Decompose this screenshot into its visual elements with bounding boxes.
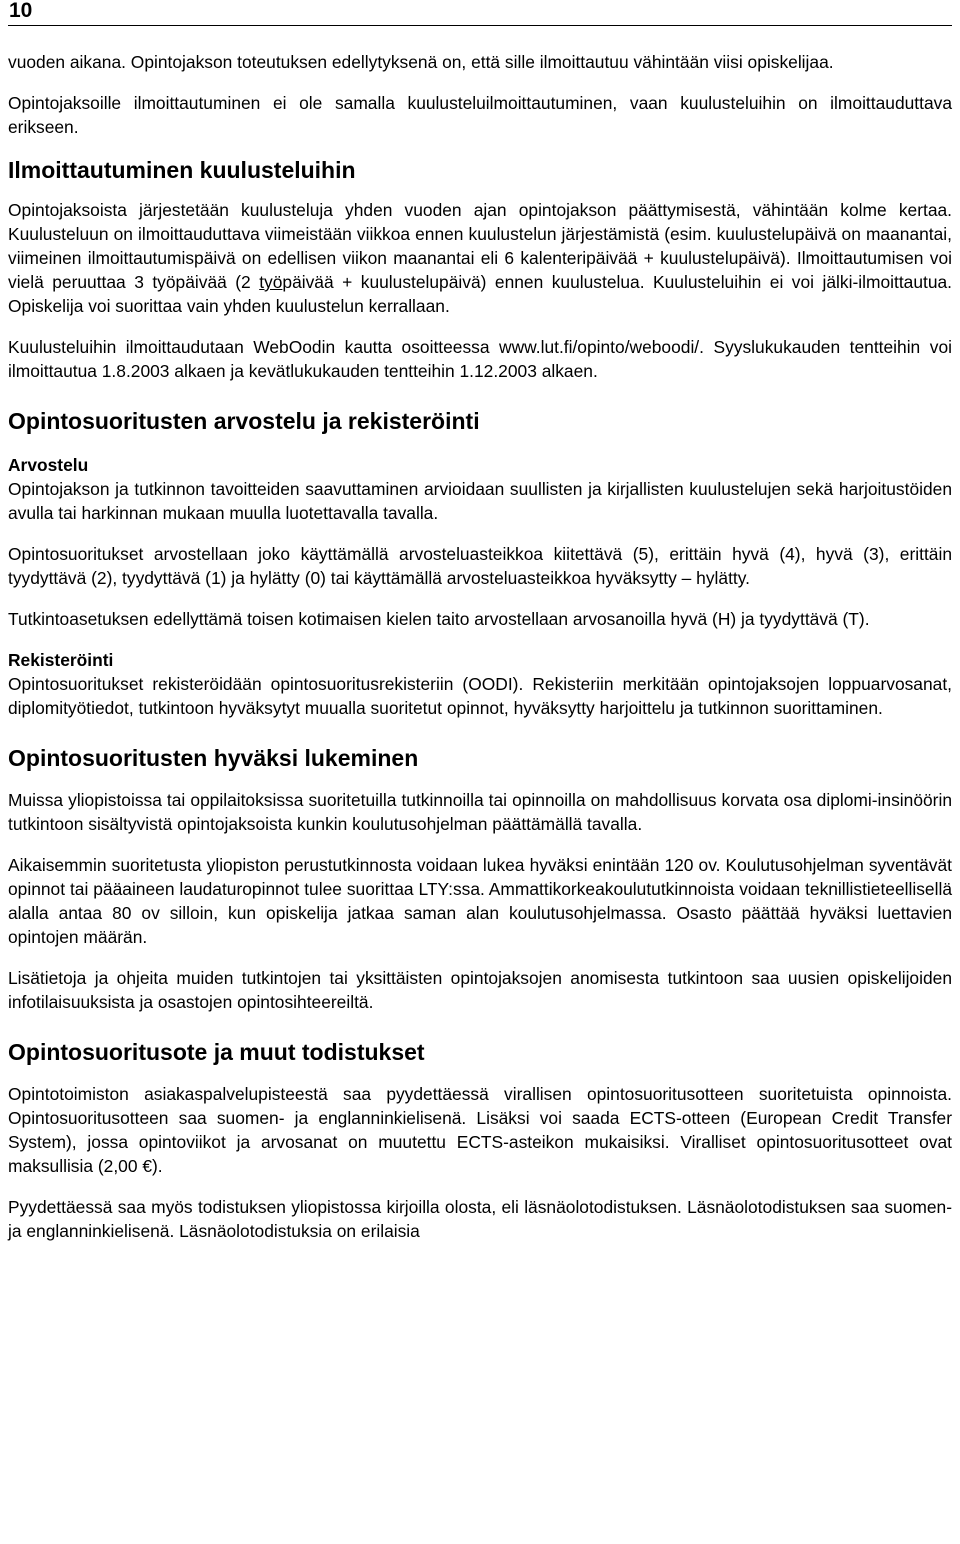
heading-credit-transfer: Opintosuoritusten hyväksi lukeminen (8, 745, 419, 771)
exam-registration-paragraph-1 (8, 198, 952, 318)
subheading-registration: Rekisteröinti (8, 650, 114, 670)
exam-registration-paragraph-2: Kuulusteluihin ilmoittaudutaan WebOodin kautta osoitteessa www.lut.fi/opinto/weboodi/. Syyslukukauden tentteihin voi ilmoittautua 1.8.2003 alkaen ja kevätlukukauden tentteihin 1.12.2003 alkaen. (8, 337, 952, 381)
heading-exam-registration: Ilmoittautuminen kuulusteluihin (8, 157, 356, 183)
credit-transfer-paragraph-2: Aikaisemmin suoritetusta yliopiston perustutkinnosta voidaan lukea hyväksi enintään 120 ov. Koulutusohjelman syventävät opinnot tai pääaineen laudaturopinnot tulee suorittaa LTY:ssa. Ammattikorkeakoulututkinnoista voidaan teknillistieteellisellä alalla antaa 80 ov silloin, kun opiskelija jatkaa saman alan koulutusohjelmassa. Osasto päättää hyväksi luettavien opintojen määrän. (8, 855, 952, 947)
grading-paragraph-1: Opintojakson ja tutkinnon tavoitteiden saavuttaminen arvioidaan suullisten ja kirjallisten kuulustelujen sekä harjoitustöiden avulla tai harkinnan mukaan muulla luotettavalla tavalla. (8, 479, 952, 523)
document-body (8, 50, 952, 1243)
registration-paragraph-1: Opintosuoritukset rekisteröidään opintosuoritusrekisteriin (OODI). Rekisteriin merkitään opintojaksojen loppuarvosanat, diplomityötiedot, tutkintoon hyväksytyt muualla suoritetut opinnot, hyväksytty harjoittelu ja tutkinnon suorittaminen. (8, 674, 952, 718)
intro-paragraph-1: vuoden aikana. Opintojakson toteutuksen edellytyksenä on, että sille ilmoittautuu vähintään viisi opiskelijaa. (8, 52, 834, 72)
subheading-grading: Arvostelu (8, 455, 89, 475)
heading-grading-registration: Opintosuoritusten arvostelu ja rekisteröinti (8, 408, 480, 434)
header-rule (8, 25, 952, 26)
underlined-word: työ (259, 272, 283, 292)
heading-transcripts: Opintosuoritusote ja muut todistukset (8, 1039, 425, 1065)
grading-paragraph-3: Tutkintoasetuksen edellyttämä toisen kotimaisen kielen taito arvostellaan arvosanoilla hyvä (H) ja tyydyttävä (T). (8, 609, 870, 629)
page-number: 10 (9, 0, 33, 22)
exam-registration-text-a: Opintojaksoista järjestetään kuulusteluja yhden vuoden ajan opintojakson päättymisestä, vähintään kolme kertaa. Kuulusteluun on ilmoittauduttava viimeistään viikkoa ennen kuulustelun järjestämistä (esim. kuulustelupäivä on maanantai, viimeinen ilmoittautumispäivä on edellisen viikon maanantai eli 6 kalenteripäivää + kuulustelupäivä). Ilmoittautumisen voi vielä peruuttaa 3 työpäivää (2 (8, 200, 952, 292)
credit-transfer-paragraph-1: Muissa yliopistoissa tai oppilaitoksissa suoritetuilla tutkinnoilla tai opinnoilla on mahdollisuus korvata osa diplomi-insinöörin tutkintoon sisältyvistä opintojaksoista kunkin koulutusohjelman päättämällä tavalla. (8, 790, 952, 834)
grading-paragraph-2: Opintosuoritukset arvostellaan joko käyttämällä arvosteluasteikkoa kiitettävä (5), erittäin hyvä (4), hyvä (3), erittäin tyydyttävä (2), tyydyttävä (1) ja hylätty (0) tai käyttämällä arvosteluasteikkoa hyväksytty – hylätty. (8, 544, 952, 588)
transcripts-paragraph-1: Opintotoimiston asiakaspalvelupisteestä saa pyydettäessä virallisen opintosuoritusotteen suoritetuista opinnoista. Opintosuoritusotteen saa suomen- ja englanninkielisenä. Lisäksi voi saada ECTS-otteen (European Credit Transfer System), jossa opintoviikot ja arvosanat on muutettu ECTS-asteikon mukaisiksi. Viralliset opintosuoritusotteet ovat maksullisia (2,00 €). (8, 1084, 952, 1176)
credit-transfer-paragraph-3: Lisätietoja ja ohjeita muiden tutkintojen tai yksittäisten opintojaksojen anomisesta tutkintoon saa uusien opiskelijoiden infotilaisuuksista ja osastojen opintosihteereiltä. (8, 968, 952, 1012)
transcripts-paragraph-2: Pyydettäessä saa myös todistuksen yliopistossa kirjoilla olosta, eli läsnäolotodistuksen. Läsnäolotodistuksen saa suomen- ja englanninkielisenä. Läsnäolotodistuksia on erilaisia (8, 1197, 952, 1241)
intro-paragraph-2: Opintojaksoille ilmoittautuminen ei ole samalla kuulusteluilmoittautuminen, vaan kuulusteluihin on ilmoittauduttava erikseen. (8, 93, 952, 137)
exam-registration-text-b: päivää + kuulustelupäivä) ennen kuulustelua. Kuulusteluihin ei voi jälki-ilmoittautua. Opiskelija voi suorittaa vain yhden kuulustelun kerrallaan. (8, 272, 952, 316)
